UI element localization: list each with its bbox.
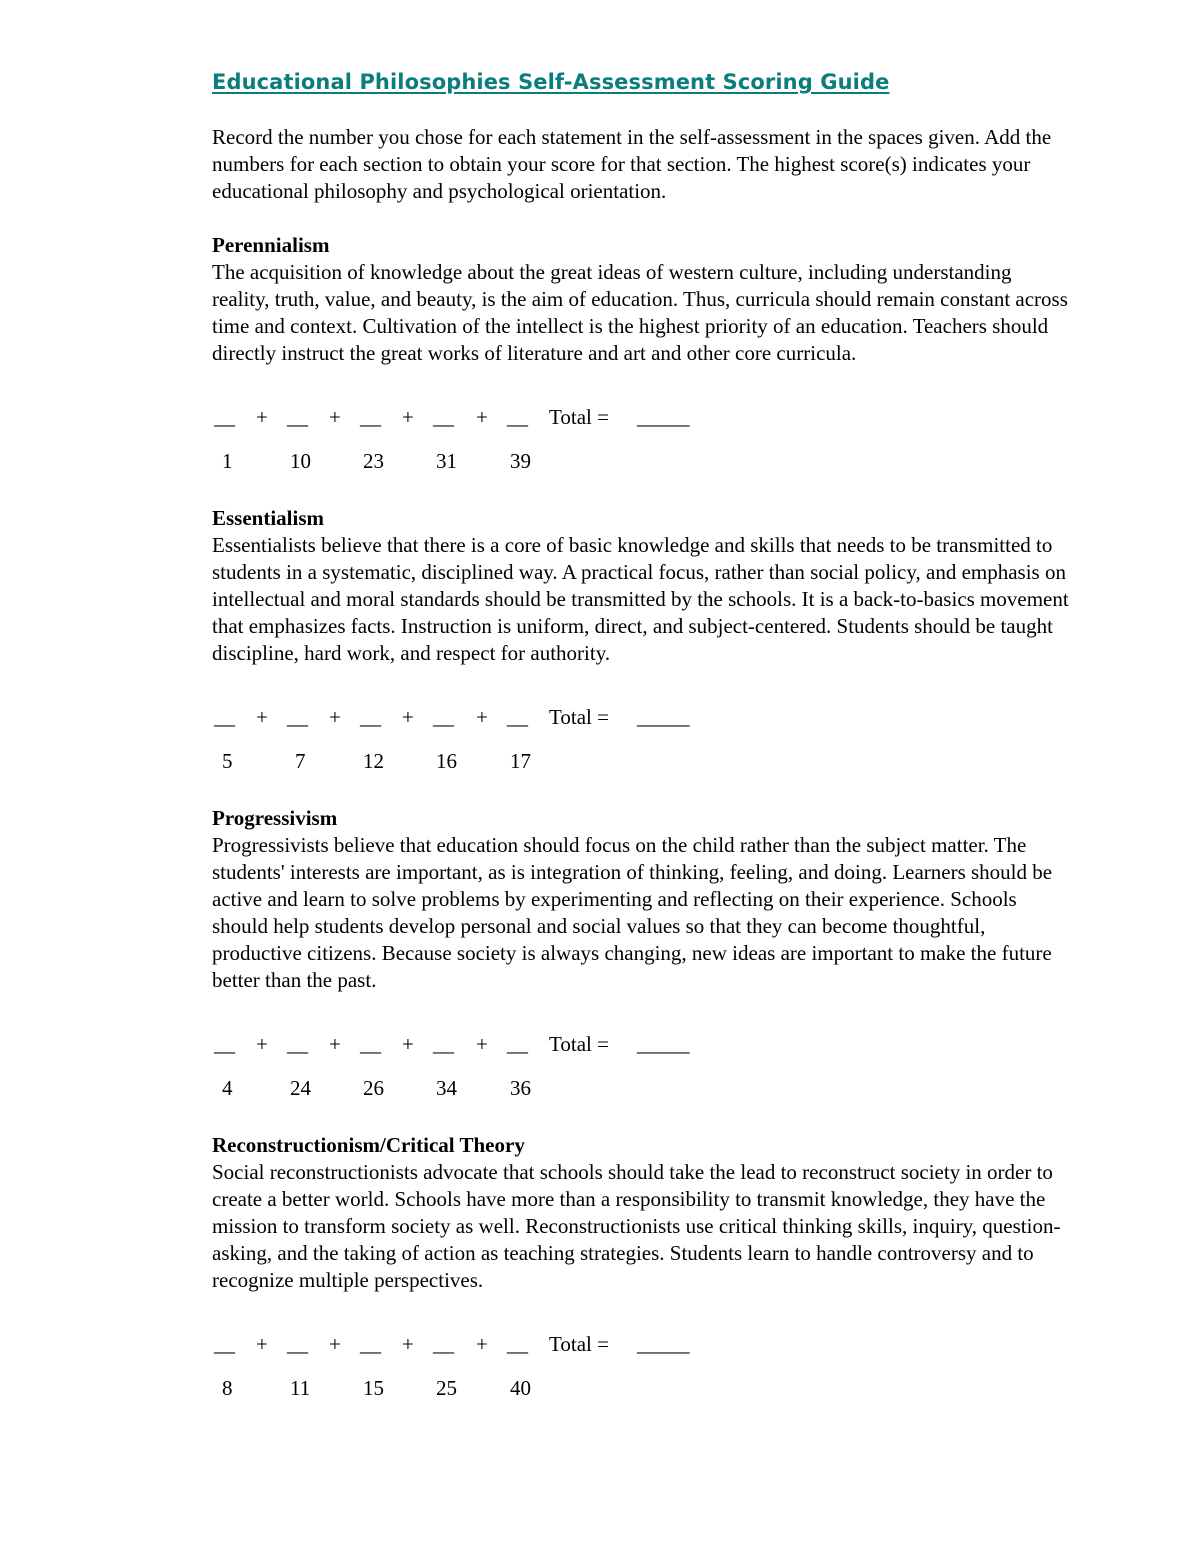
section-description: Social reconstructionists advocate that schools should take the lead to reconstruct society in order to create a better world. Schools have more than a responsibility to transmit knowledge, they have the mission to transform society as well. Reconstructionists use critical thinking skills, inquiry, question-asking, and the taking of action as teaching strategies. Students learn to handle controversy and to recognize multiple perspectives. (212, 1160, 1061, 1292)
score-entry-row (212, 705, 1072, 735)
statement-number: 39 (510, 449, 531, 473)
score-blank[interactable]: __ (433, 705, 454, 729)
plus-sign: + (329, 405, 341, 429)
score-blank[interactable]: __ (433, 405, 454, 429)
plus-sign: + (256, 405, 268, 429)
score-blank[interactable]: __ (360, 705, 381, 729)
philosophy-section (212, 232, 1072, 479)
plus-sign: + (476, 705, 488, 729)
statement-number: 7 (295, 749, 306, 773)
plus-sign: + (476, 1332, 488, 1356)
section-description: Progressivists believe that education should focus on the child rather than the subject matter. The students' interests are important, as is integration of thinking, feeling, and doing. Learners should be active and learn to solve problems by experimenting and reflecting on their experience. Schools should help students develop personal and social values so that they can become thoughtful, productive citizens. Because society is always changing, new ideas are important to make the future better than the past. (212, 833, 1053, 992)
plus-sign: + (329, 1032, 341, 1056)
section-heading: Essentialism (212, 506, 325, 530)
score-blank[interactable]: __ (507, 1332, 528, 1356)
plus-sign: + (402, 1332, 414, 1356)
section-description: The acquisition of knowledge about the great ideas of western culture, including understanding reality, truth, value, and beauty, is the aim of education. Thus, curricula should remain constant across time and context. Cultivation of the intellect is the highest priority of an education. Teachers should directly instruct the great works of literature and art and other core curricula. (212, 260, 1068, 365)
score-blank[interactable]: __ (287, 405, 308, 429)
score-blank[interactable]: __ (360, 405, 381, 429)
statement-number: 15 (363, 1376, 384, 1400)
statement-number: 16 (436, 749, 457, 773)
statement-number: 24 (290, 1076, 311, 1100)
plus-sign: + (256, 705, 268, 729)
score-blank[interactable]: __ (287, 1332, 308, 1356)
score-blank[interactable]: __ (507, 705, 528, 729)
statement-number: 17 (510, 749, 531, 773)
score-entry-row (212, 1332, 1072, 1362)
statement-number-row (212, 749, 1072, 779)
document-title: Educational Philosophies Self-Assessment Scoring Guide (212, 70, 890, 94)
plus-sign: + (476, 1032, 488, 1056)
philosophy-section (212, 505, 1072, 779)
score-blank[interactable]: __ (360, 1032, 381, 1056)
plus-sign: + (402, 705, 414, 729)
statement-number-row (212, 449, 1072, 479)
plus-sign: + (476, 405, 488, 429)
plus-sign: + (256, 1332, 268, 1356)
total-label: Total = (549, 1032, 609, 1056)
statement-number: 25 (436, 1376, 457, 1400)
section-description: Essentialists believe that there is a core of basic knowledge and skills that needs to be transmitted to students in a systematic, disciplined way. A practical focus, rather than social policy, and emphasis on intellectual and moral standards should be transmitted by the schools. It is a back-to-basics movement that emphasizes facts. Instruction is uniform, direct, and subject-centered. Students should be taught discipline, hard work, and respect for authority. (212, 533, 1069, 665)
total-label: Total = (549, 405, 609, 429)
score-entry-row (212, 1032, 1072, 1062)
statement-number: 36 (510, 1076, 531, 1100)
statement-number: 5 (222, 749, 233, 773)
score-blank[interactable]: __ (433, 1332, 454, 1356)
score-blank[interactable]: __ (214, 405, 235, 429)
plus-sign: + (256, 1032, 268, 1056)
intro-paragraph: Record the number you chose for each statement in the self-assessment in the spaces given. Add the numbers for each section to obtain your score for that section. The highest score(s) indicates your educational philosophy and psychological orientation. (212, 125, 1052, 203)
score-entry-row (212, 405, 1072, 435)
statement-number: 11 (290, 1376, 311, 1400)
section-heading: Perennialism (212, 233, 330, 257)
plus-sign: + (402, 1032, 414, 1056)
statement-number: 8 (222, 1376, 233, 1400)
statement-number-row (212, 1076, 1072, 1106)
philosophy-section (212, 1132, 1072, 1406)
total-label: Total = (549, 1332, 609, 1356)
score-blank[interactable]: __ (507, 1032, 528, 1056)
score-blank[interactable]: __ (214, 705, 235, 729)
score-blank[interactable]: __ (433, 1032, 454, 1056)
score-blank[interactable]: __ (360, 1332, 381, 1356)
statement-number: 26 (363, 1076, 384, 1100)
plus-sign: + (402, 405, 414, 429)
statement-number-row (212, 1376, 1072, 1406)
section-heading: Reconstructionism/Critical Theory (212, 1133, 525, 1157)
total-blank[interactable]: _____ (637, 1032, 690, 1056)
score-blank[interactable]: __ (507, 405, 528, 429)
total-blank[interactable]: _____ (637, 705, 690, 729)
sections-container (212, 232, 1072, 1406)
total-blank[interactable]: _____ (637, 1332, 690, 1356)
statement-number: 40 (510, 1376, 531, 1400)
statement-number: 31 (436, 449, 457, 473)
plus-sign: + (329, 1332, 341, 1356)
total-blank[interactable]: _____ (637, 405, 690, 429)
score-blank[interactable]: __ (214, 1032, 235, 1056)
total-label: Total = (549, 705, 609, 729)
score-blank[interactable]: __ (214, 1332, 235, 1356)
statement-number: 34 (436, 1076, 457, 1100)
plus-sign: + (329, 705, 341, 729)
score-blank[interactable]: __ (287, 705, 308, 729)
section-heading: Progressivism (212, 806, 338, 830)
statement-number: 10 (290, 449, 311, 473)
statement-number: 12 (363, 749, 384, 773)
philosophy-section (212, 805, 1072, 1106)
statement-number: 4 (222, 1076, 233, 1100)
statement-number: 1 (222, 449, 233, 473)
document-page (212, 70, 1072, 1406)
score-blank[interactable]: __ (287, 1032, 308, 1056)
statement-number: 23 (363, 449, 384, 473)
